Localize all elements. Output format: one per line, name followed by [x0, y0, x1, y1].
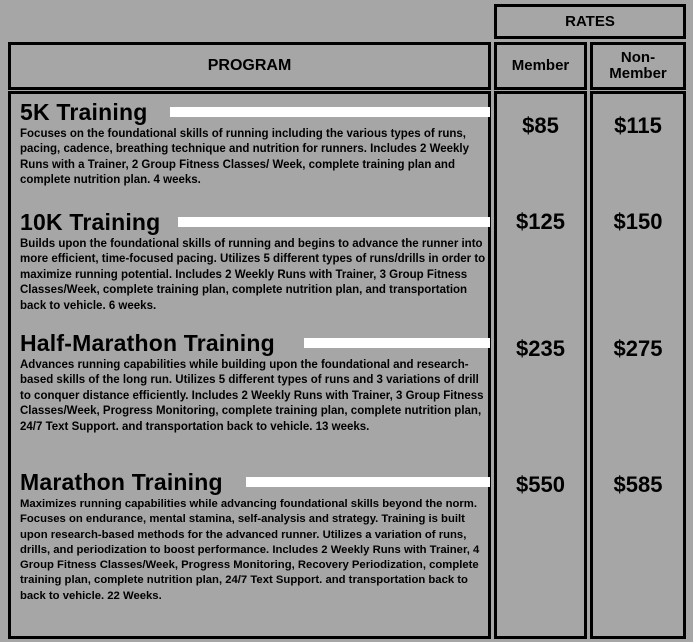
non-member-rate-5k: $115 [614, 113, 662, 138]
non-member-rate-marathon: $585 [613, 472, 663, 497]
non-member-rate-10k: $150 [613, 209, 663, 234]
title-bar [246, 477, 490, 487]
non-member-column [590, 91, 686, 639]
program-title: 5K Training [20, 99, 151, 125]
member-rate-5k: $85 [522, 113, 559, 138]
member-column-header: Member [494, 42, 587, 90]
program-half-marathon [20, 330, 490, 435]
member-rate-marathon: $550 [516, 472, 565, 497]
member-rate-half-marathon: $235 [516, 336, 565, 361]
program-marathon [20, 469, 490, 604]
program-10k [20, 209, 490, 314]
program-title: Half-Marathon Training [20, 330, 279, 356]
program-description: Builds upon the foundational skills of running and begins to advance the runner into more efficient, time-focused pacing. Utilizes 5 different types of runs/drills in order to maximize running potential. Includes 2 Weekly Runs with Trainer, 3 Group Fitness Classes/Week, complete training plan, complete nutrition plan, and transportation back to vehicle. 6 weeks. [20, 238, 486, 312]
program-description: Focuses on the foundational skills of running including the various types of runs, pacing, cadence, breathing technique and nutrition for runners. Includes 2 Weekly Runs with a Trainer, 2 Group Fitness Classes/ Week, complete training plan and complete nutrition plan. 4 weeks. [20, 128, 470, 187]
program-description: Advances running capabilities while building upon the foundational and research-based skills of the long run. Utilizes 5 different types of runs and 3 variations of drill to conquer distance efficiently. Includes 2 Weekly Runs with Trainer, 3 Group Fitness Classes/Week, Progress Monitoring, complete training plan, complete nutrition plan, 24/7 Text Support. and transportation back to vehicle. 13 weeks. [20, 359, 484, 433]
title-bar [178, 217, 490, 227]
non-member-column-header: Non- Member [590, 42, 686, 90]
rates-header: RATES [494, 4, 686, 39]
member-column [494, 91, 587, 639]
program-description: Maximizes running capabilities while advancing foundational skills beyond the norm. Focuses on endurance, mental stamina, self-analysis and strategy. Training is built upon research-based methods for the advanced runner. Utilizes a variation of runs, drills, and periodization to boost performance. Includes 2 Weekly Runs with Trainer, 4 Group Fitness Classes/Week, Progress Monitoring, Recovery Periodization, complete training plan, complete nutrition plan, 24/7 Text Support. and transportation back to back to vehicle. 22 Weeks. [20, 498, 480, 602]
program-title: 10K Training [20, 209, 164, 235]
member-rate-10k: $125 [516, 209, 565, 234]
program-column-header: PROGRAM [8, 42, 491, 90]
non-member-rate-half-marathon: $275 [613, 336, 663, 361]
program-title: Marathon Training [20, 469, 227, 495]
program-5k [20, 99, 490, 189]
title-bar [170, 107, 490, 117]
title-bar [304, 338, 490, 348]
